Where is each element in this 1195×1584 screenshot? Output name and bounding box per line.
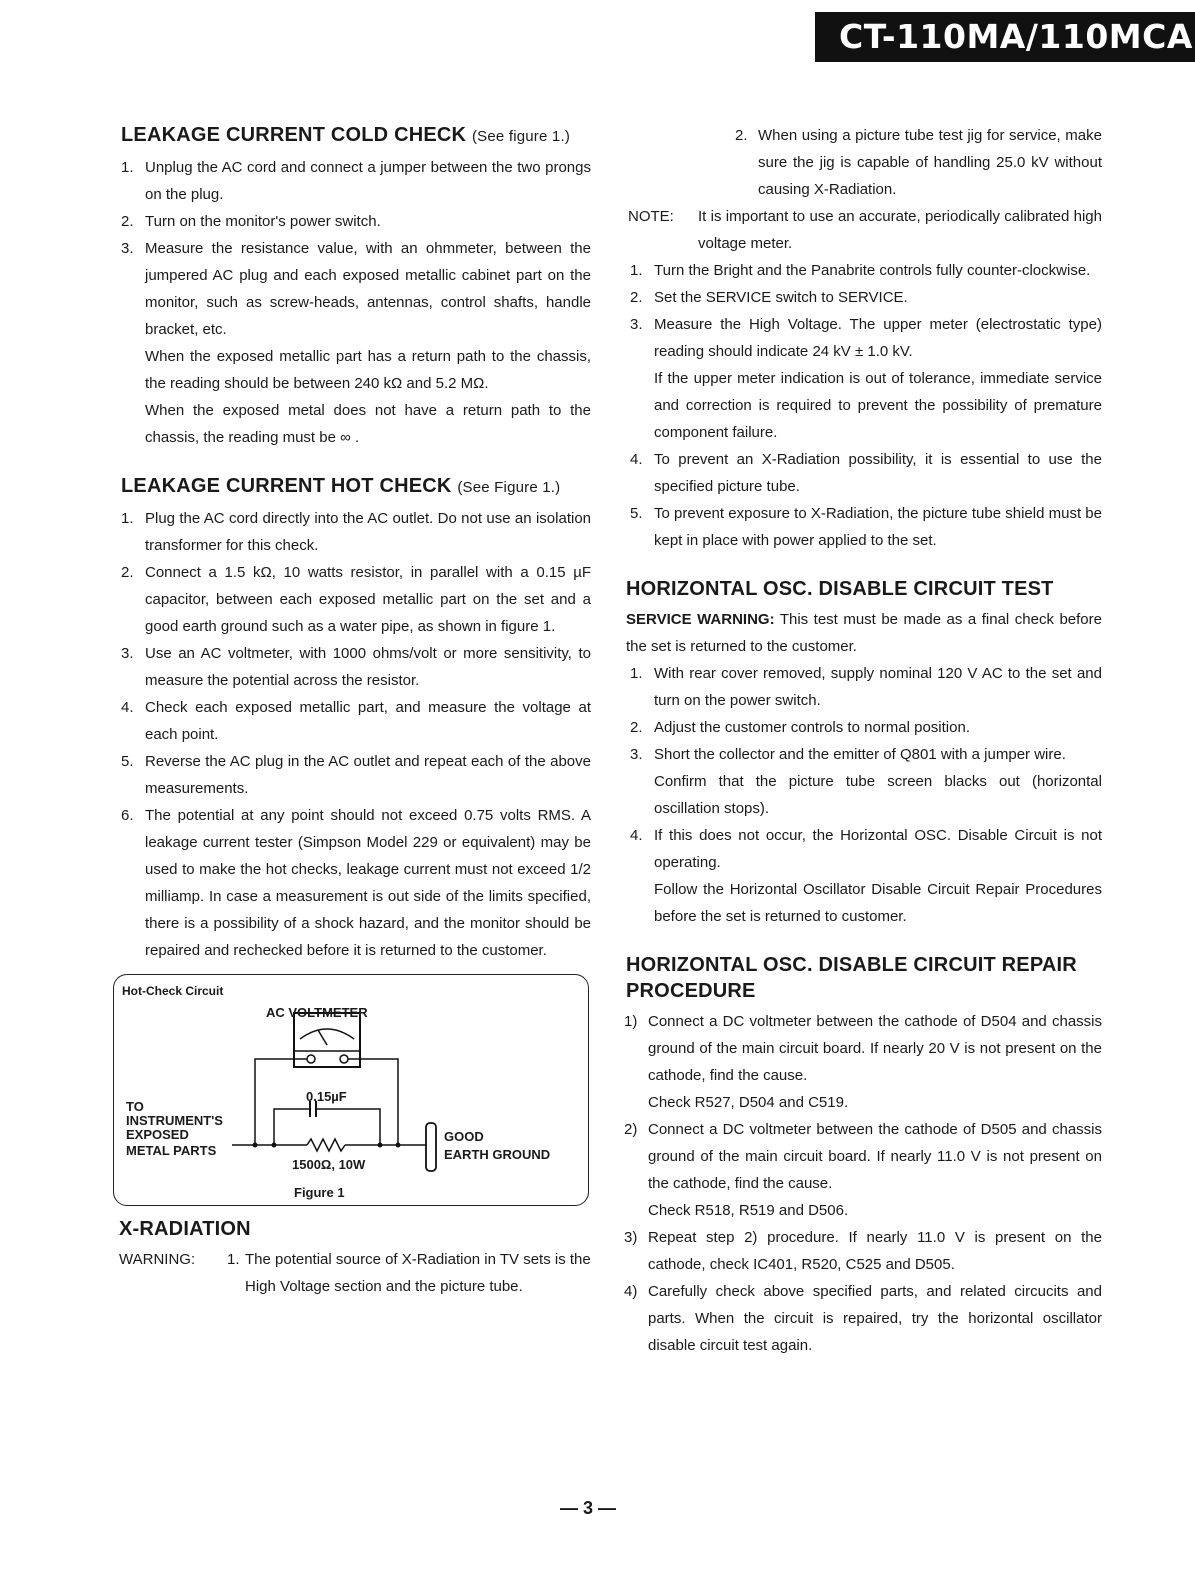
list-item — [622, 257, 1102, 284]
step-text: Set the SERVICE switch to SERVICE. — [654, 289, 908, 306]
list-item — [622, 1224, 1102, 1278]
hot-check-title-text: LEAKAGE CURRENT HOT CHECK — [121, 475, 452, 497]
note-text: It is important to use an accurate, periodically calibrated high voltage meter. — [698, 208, 1102, 252]
step-text: Check each exposed metallic part, and measure the voltage at each point. — [145, 699, 591, 743]
service-warning — [626, 606, 1102, 660]
list-item — [622, 284, 1102, 311]
hot-check-ref: (See Figure 1.) — [457, 479, 561, 496]
step-text: Carefully check above specified parts, and related circucits and parts. When the circuit is repaired, try the horizontal oscillator disable circuit test again. — [648, 1283, 1102, 1354]
step-text: Connect a 1.5 kΩ, 10 watts resistor, in parallel with a 0.15 µF capacitor, between each exposed metallic part on the set and a good earth ground such as a water pipe, as shown in figure 1. — [145, 564, 591, 635]
ground-rod-icon — [426, 1123, 436, 1171]
left-label-line-2: INSTRUMENT'S — [126, 1113, 223, 1128]
left-column — [113, 122, 591, 1300]
step-number: 2. — [121, 213, 134, 230]
hosc-test-steps — [622, 660, 1102, 930]
step-number: 3) — [624, 1229, 638, 1246]
list-item — [622, 1116, 1102, 1224]
figure-box-title: Hot-Check Circuit — [122, 984, 224, 998]
step-number: 2) — [624, 1121, 638, 1138]
step-paragraph: Follow the Horizontal Oscillator Disable Circuit Repair Procedures before the set is returned to customer. — [654, 881, 1102, 925]
xradiation-warning — [119, 1246, 591, 1300]
step-text: To prevent exposure to X-Radiation, the picture tube shield must be kept in place with power applied to the set. — [654, 505, 1102, 549]
step-number: 6. — [121, 807, 134, 824]
step-number: 4. — [121, 699, 134, 716]
hosc-repair-title-1: HORIZONTAL OSC. DISABLE CIRCUIT REPAIR — [626, 954, 1077, 976]
service-warning-text: This test must be made as a final check before the set is returned to the customer. — [626, 611, 1102, 655]
step-number: 1. — [121, 159, 134, 176]
item-text: The potential source of X-Radiation in TV sets is the High Voltage section and the picture tube. — [245, 1251, 591, 1295]
list-item — [622, 714, 1102, 741]
step-text: Plug the AC cord directly into the AC outlet. Do not use an isolation transformer for this check. — [145, 510, 591, 554]
capacitor-label: 0.15µF — [306, 1089, 347, 1104]
list-item — [622, 500, 1102, 554]
warning-label: WARNING: — [119, 1251, 196, 1268]
step-number: 4. — [630, 827, 643, 844]
list-item — [622, 446, 1102, 500]
left-label-line-1: TO — [126, 1099, 144, 1114]
step-text: With rear cover removed, supply nominal 120 V AC to the set and turn on the power switch. — [654, 665, 1102, 709]
item-number: 1. — [227, 1251, 240, 1268]
step-text: Measure the High Voltage. The upper meter (electrostatic type) reading should indicate 24 kV ± 1.0 kV. — [654, 316, 1102, 360]
step-number: 2. — [630, 719, 643, 736]
step-paragraph: Check R527, D504 and C519. — [648, 1094, 849, 1111]
list-item — [113, 208, 591, 235]
xradiation-title: X-RADIATION — [119, 1218, 251, 1240]
list-item — [622, 822, 1102, 930]
right-column — [622, 122, 1102, 1359]
list-item — [113, 559, 591, 640]
step-number: 1. — [630, 665, 643, 682]
step-text: Repeat step 2) procedure. If nearly 11.0 V is present on the cathode, check IC401, R520, C525 and D505. — [648, 1229, 1102, 1273]
step-number: 3. — [630, 316, 643, 333]
left-label-line-4: METAL PARTS — [126, 1143, 217, 1158]
step-paragraph: Check R518, R519 and D506. — [648, 1202, 849, 1219]
step-number: 3. — [121, 240, 134, 257]
hot-check-title — [121, 473, 591, 501]
step-paragraph: If the upper meter indication is out of tolerance, immediate service and correction is required to prevent the possibility of premature component failure. — [654, 370, 1102, 441]
step-number: 3. — [121, 645, 134, 662]
cold-check-steps — [113, 154, 591, 451]
note — [622, 203, 1102, 257]
list-item — [113, 235, 591, 451]
step-text: Use an AC voltmeter, with 1000 ohms/volt or more sensitivity, to measure the potential across the resistor. — [145, 645, 591, 689]
page-number: — 3 — — [560, 1498, 617, 1518]
step-number: 1. — [121, 510, 134, 527]
step-text: The potential at any point should not exceed 0.75 volts RMS. A leakage current tester (Simpson Model 229 or equivalent) may be used to make the hot checks, leakage current must not exceed 1/2 milliamp. In case a measurement is out side of the limits specified, there is a possibility of a shock hazard, and the monitor should be repaired and rechecked before it is returned to the customer. — [145, 807, 591, 959]
list-item — [622, 660, 1102, 714]
right-label-line-2: EARTH GROUND — [444, 1147, 551, 1162]
warning-item-2 — [622, 122, 1102, 203]
model-banner: CT-110MA/110MCA — [815, 12, 1195, 62]
hot-check-steps — [113, 505, 591, 964]
list-item — [113, 694, 591, 748]
voltmeter-label: AC VOLTMETER — [266, 1005, 368, 1020]
step-text: Connect a DC voltmeter between the cathode of D504 and chassis ground of the main circuit board. If nearly 20 V is not present on the cathode, find the cause. — [648, 1013, 1102, 1084]
step-text: To prevent an X-Radiation possibility, it is essential to use the specified picture tube. — [654, 451, 1102, 495]
list-item — [622, 311, 1102, 446]
right-label-line-1: GOOD — [444, 1129, 484, 1144]
step-text: Reverse the AC plug in the AC outlet and repeat each of the above measurements. — [145, 753, 591, 797]
step-number: 2. — [630, 289, 643, 306]
service-warning-label: SERVICE WARNING: — [626, 611, 775, 628]
step-number: 4) — [624, 1283, 638, 1300]
list-item — [113, 154, 591, 208]
cold-check-title-text: LEAKAGE CURRENT COLD CHECK — [121, 124, 467, 146]
xradiation-steps — [622, 257, 1102, 554]
list-item — [622, 1008, 1102, 1116]
list-item — [113, 802, 591, 964]
step-text: Adjust the customer controls to normal position. — [654, 719, 970, 736]
step-text: Connect a DC voltmeter between the cathode of D505 and chassis ground of the main circuit board. If nearly 11.0 V is not present on the cathode, find the cause. — [648, 1121, 1102, 1192]
list-item — [113, 640, 591, 694]
step-paragraph: When the exposed metallic part has a return path to the chassis, the reading should be between 240 kΩ and 5.2 MΩ. — [145, 348, 591, 392]
step-text: Turn on the monitor's power switch. — [145, 213, 381, 230]
left-label-line-3: EXPOSED — [126, 1127, 189, 1142]
hosc-repair-steps — [622, 1008, 1102, 1359]
figure-caption: Figure 1 — [294, 1185, 345, 1200]
hot-check-circuit-figure — [113, 974, 589, 1206]
step-number: 5. — [630, 505, 643, 522]
step-paragraph: Confirm that the picture tube screen blacks out (horizontal oscillation stops). — [654, 773, 1102, 817]
step-number: 2. — [121, 564, 134, 581]
list-item — [113, 748, 591, 802]
step-number: 1) — [624, 1013, 638, 1030]
step-text: Unplug the AC cord and connect a jumper between the two prongs on the plug. — [145, 159, 591, 203]
step-number: 1. — [630, 262, 643, 279]
resistor-label: 1500Ω, 10W — [292, 1157, 366, 1172]
step-number: 5. — [121, 753, 134, 770]
list-item — [622, 1278, 1102, 1359]
step-paragraph: When the exposed metal does not have a return path to the chassis, the reading must be ∞ . — [145, 402, 591, 446]
item-number: 2. — [735, 127, 748, 144]
resistor-icon — [307, 1139, 345, 1151]
note-label: NOTE: — [628, 208, 674, 225]
step-text: Short the collector and the emitter of Q801 with a jumper wire. — [654, 746, 1066, 763]
step-text: If this does not occur, the Horizontal OSC. Disable Circuit is not operating. — [654, 827, 1102, 871]
warning-item-1 — [119, 1246, 591, 1300]
step-number: 4. — [630, 451, 643, 468]
step-number: 3. — [630, 746, 643, 763]
list-item — [113, 505, 591, 559]
item-text: When using a picture tube test jig for service, make sure the jig is capable of handling 25.0 kV without causing X-Radiation. — [758, 127, 1102, 198]
step-text: Turn the Bright and the Panabrite controls fully counter-clockwise. — [654, 262, 1091, 279]
cold-check-ref: (See figure 1.) — [471, 128, 571, 145]
step-text: Measure the resistance value, with an ohmmeter, between the jumpered AC plug and each exposed metallic cabinet part on the monitor, such as screw-heads, antennas, control shafts, handle bracket, etc. — [145, 240, 591, 338]
hosc-repair-title-2: PROCEDURE — [626, 980, 756, 1002]
cold-check-title — [121, 122, 591, 150]
hosc-test-title: HORIZONTAL OSC. DISABLE CIRCUIT TEST — [626, 578, 1054, 600]
list-item — [622, 741, 1102, 822]
